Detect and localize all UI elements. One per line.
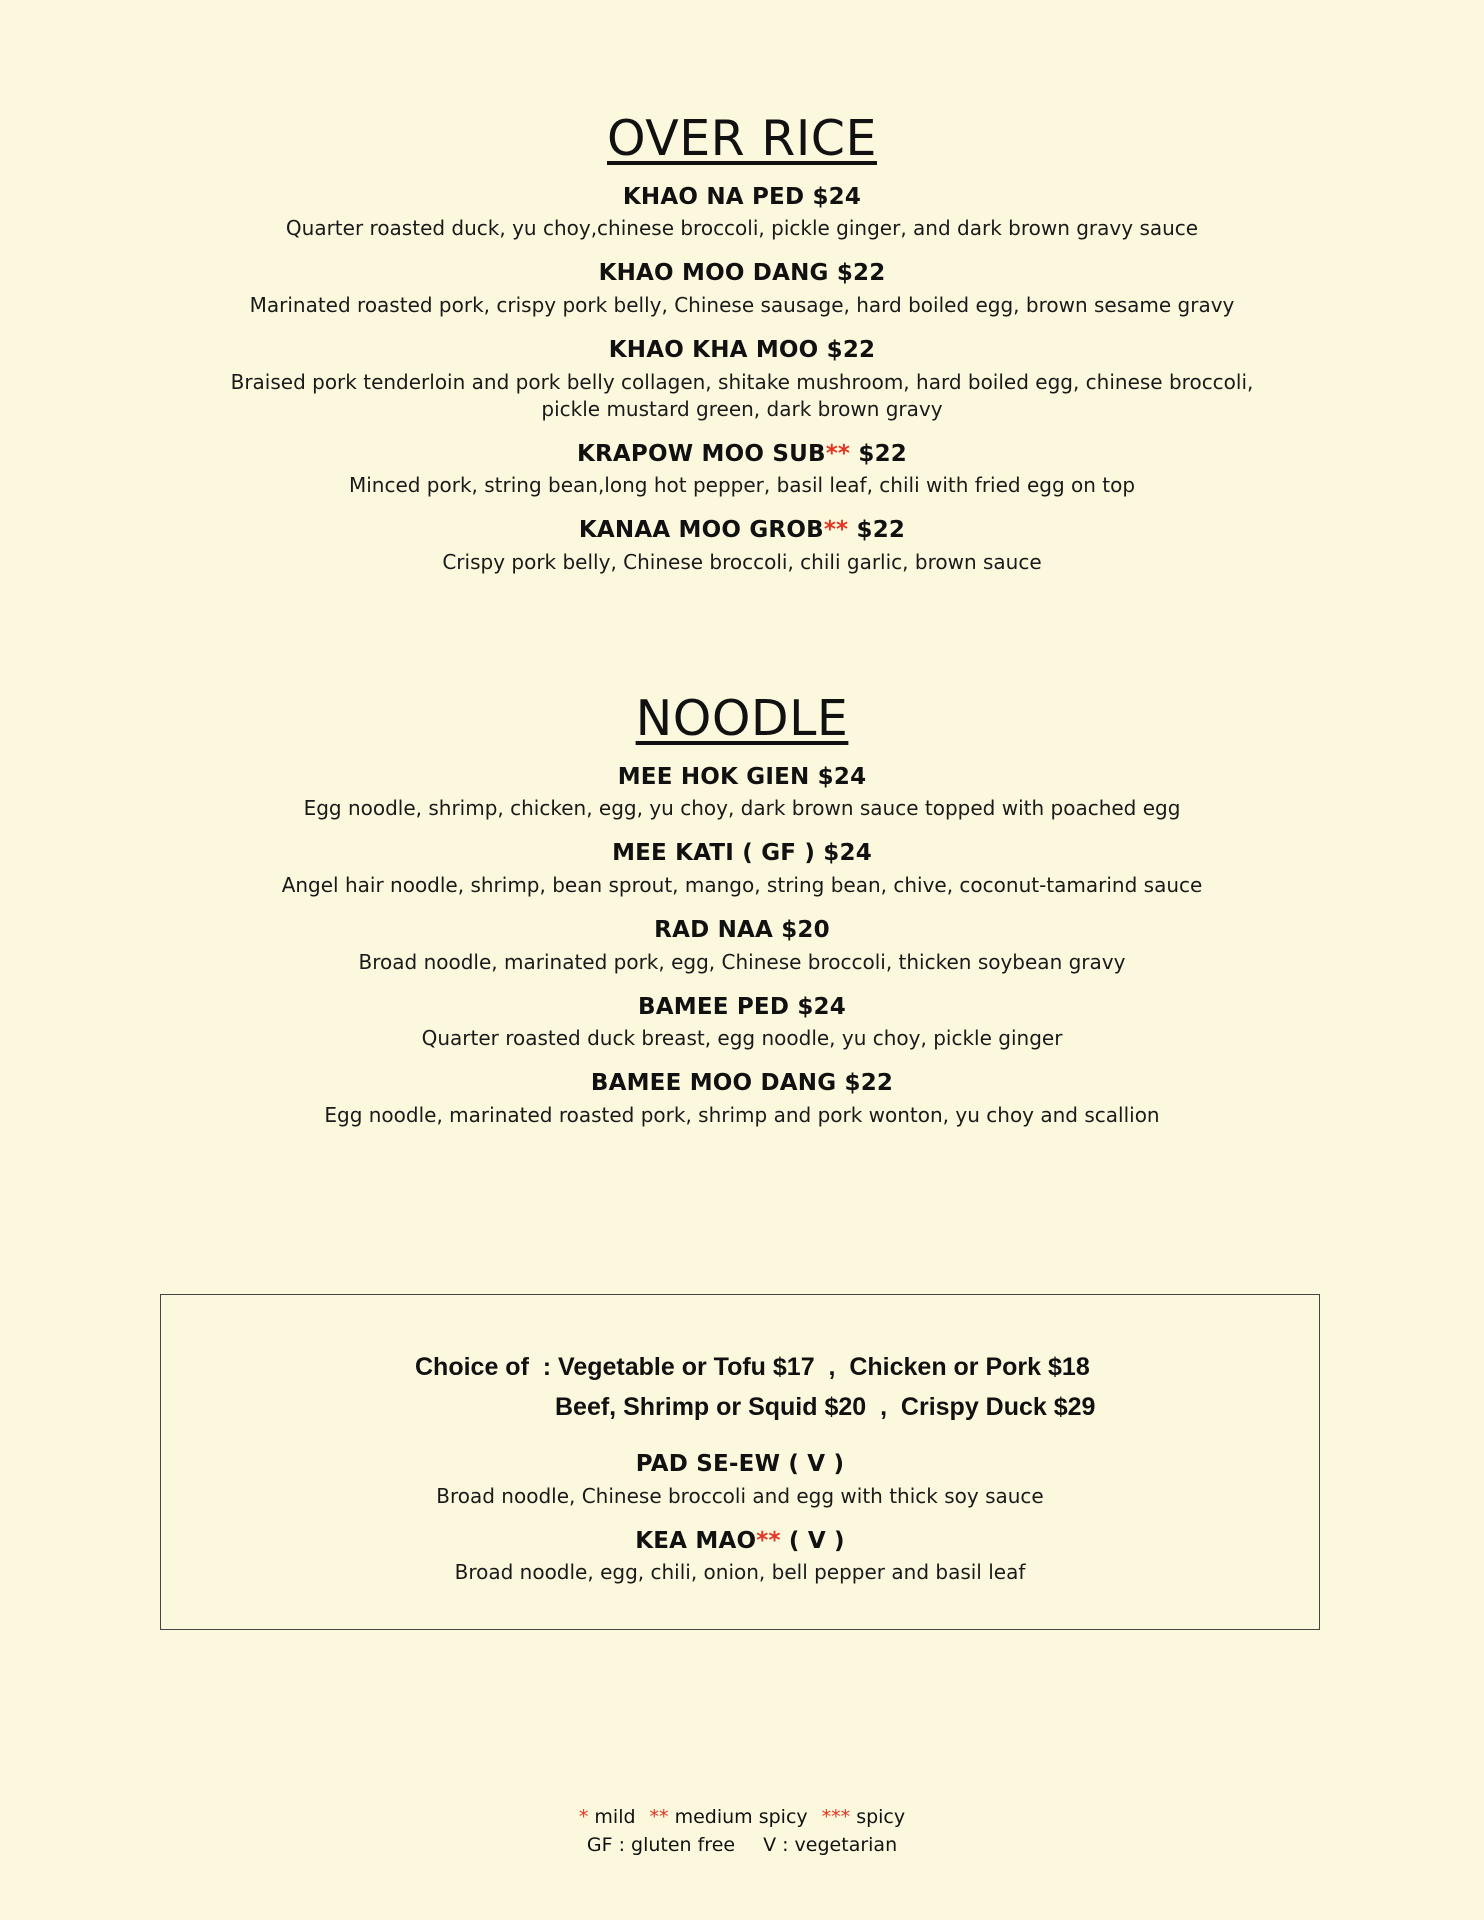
spicy-label: spicy [850,1806,906,1828]
item-name: KHAO KHA MOO $22 [608,337,876,364]
menu-item-mee-hok-gien [142,764,1342,823]
item-description: Quarter roasted duck, yu choy,chinese broccoli, pickle ginger, and dark brown gravy sauce [285,216,1199,241]
item-name-text: KRAPOW MOO SUB [577,440,826,467]
menu-item-rad-naa [142,917,1342,976]
item-name-text: KANAA MOO GROB [578,517,824,544]
item-name: BAMEE PED $24 [638,993,846,1020]
spicy-marker: ** [823,517,849,544]
legend [0,1804,1484,1859]
menu-item-khao-kha-moo [142,337,1342,423]
item-price: $22 [848,517,906,544]
item-description: Broad noodle, Chinese broccoli and egg with thick soy sauce [436,1483,1044,1508]
choice-pricing [161,1347,1319,1427]
item-tag: ( V ) [780,1527,845,1554]
item-description: Braised pork tenderloin and pork belly collagen, shitake mushroom, hard boiled egg, chinese broccoli, pickle mustard green, dark brown gravy [230,369,1254,421]
gluten-free-label: GF : gluten free [586,1833,736,1856]
item-description: Marinated roasted pork, crispy pork belly, Chinese sausage, hard boiled egg, brown sesame gravy [249,293,1235,318]
item-name [142,441,1342,469]
noodle-list [0,764,1484,1129]
vegetarian-label: V : vegetarian [763,1833,898,1856]
item-name [161,1528,1319,1556]
menu-item-bamee-moo-dang [142,1070,1342,1129]
menu-item-khao-moo-dang [142,260,1342,319]
medium-marker: ** [649,1806,669,1828]
mild-marker: * [578,1806,589,1828]
item-name [142,517,1342,545]
item-price: $22 [850,440,907,467]
item-description: Crispy pork belly, Chinese broccoli, chili garlic, brown sauce [442,549,1042,574]
item-name: PAD SE-EW ( V ) [635,1451,845,1477]
item-name: BAMEE MOO DANG $22 [590,1070,894,1097]
choice-line-2: Beef, Shrimp or Squid $20 , Crispy Duck $29 [555,1393,1096,1421]
mild-label: mild [588,1806,636,1828]
menu-item-pad-se-ew [161,1451,1319,1510]
item-description: Broad noodle, marinated pork, egg, Chinese broccoli, thicken soybean gravy [358,949,1126,974]
item-description: Minced pork, string bean,long hot pepper, basil leaf, chili with fried egg on top [348,473,1136,498]
item-name: MEE HOK GIEN $24 [617,763,867,790]
legend-diet-tags [0,1832,1484,1860]
menu-item-khao-na-ped [142,184,1342,243]
item-description: Quarter roasted duck breast, egg noodle, yu choy, pickle ginger [421,1026,1063,1051]
over-rice-list [0,184,1484,576]
legend-spice-levels [0,1804,1484,1832]
choice-box-list [161,1451,1319,1586]
item-description: Broad noodle, egg, chili, onion, bell pepper and basil leaf [454,1560,1026,1585]
noodle-title: NOODLE [635,690,849,747]
menu-item-mee-kati [142,840,1342,899]
choice-line-1: Choice of : Vegetable or Tofu $17 , Chicken or Pork $18 [415,1353,1090,1381]
item-description: Egg noodle, shrimp, chicken, egg, yu choy, dark brown sauce topped with poached egg [303,796,1181,821]
item-description: Angel hair noodle, shrimp, bean sprout, mango, string bean, chive, coconut-tamarind sauce [281,873,1203,898]
item-name: KHAO NA PED $24 [622,183,862,210]
spicy-marker: ** [756,1527,781,1554]
over-rice-title: OVER RICE [607,110,877,167]
item-name: KHAO MOO DANG $22 [598,260,886,287]
item-description: Egg noodle, marinated roasted pork, shrimp and pork wonton, yu choy and scallion [324,1102,1160,1127]
over-rice-section [0,112,1484,576]
medium-label: medium spicy [668,1806,808,1828]
item-name: MEE KATI ( GF ) $24 [612,840,872,867]
menu-item-kea-mao [161,1528,1319,1587]
spicy-marker: ** [825,440,851,467]
menu-item-bamee-ped [142,994,1342,1053]
menu-item-kanaa-moo-grob [142,517,1342,576]
item-name: RAD NAA $20 [654,917,830,944]
item-name-text: KEA MAO [635,1527,757,1554]
menu-item-krapow-moo-sub [142,441,1342,500]
spicy-marker: *** [821,1806,851,1828]
noodle-section [0,692,1484,1129]
choice-box [160,1294,1320,1630]
